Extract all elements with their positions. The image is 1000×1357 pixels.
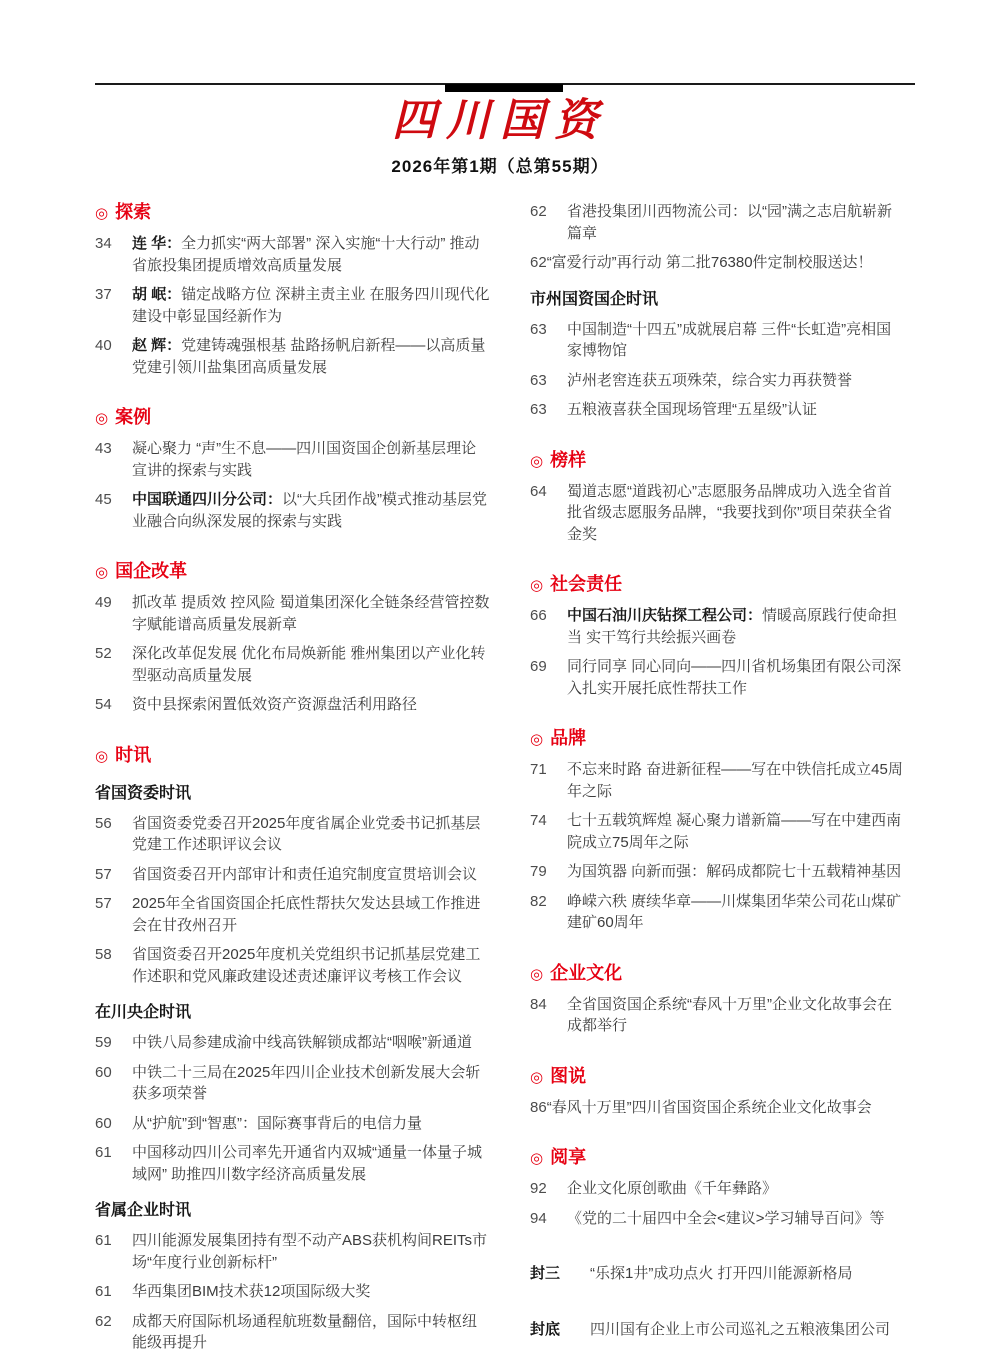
entry-title: 为国筑器 向新而强：解码成都院七十五载精神基因 bbox=[567, 863, 902, 880]
toc-entry bbox=[95, 1142, 490, 1185]
toc-entry bbox=[95, 1113, 490, 1135]
entry-title: 赵 辉：党建铸魂强根基 盐路扬帆启新程——以高质量党建引领川盐集团高质量发展 bbox=[132, 337, 486, 376]
page-number: 82 bbox=[530, 892, 547, 910]
toc-entry bbox=[530, 1097, 905, 1119]
entry-title: 抓改革 提质效 控风险 蜀道集团深化全链条经营管控数字赋能谱高质量发展新章 bbox=[132, 594, 490, 633]
toc-entry bbox=[530, 252, 905, 274]
toc-content bbox=[95, 201, 905, 1354]
toc-entry bbox=[95, 1311, 490, 1354]
cover-label: 封三 bbox=[530, 1265, 561, 1282]
section-heading bbox=[95, 406, 490, 430]
page-number: 61 bbox=[95, 1283, 112, 1300]
section-heading bbox=[530, 573, 905, 597]
toc-entry bbox=[530, 370, 905, 392]
page-number: 63 bbox=[530, 320, 547, 338]
toc-entry bbox=[95, 944, 490, 987]
subsection-heading: 省国资委时讯 bbox=[95, 784, 192, 802]
toc-entry bbox=[530, 759, 905, 802]
page-number: 54 bbox=[95, 696, 112, 713]
entry-title: “富爱行动”再行动 第二批76380件定制校服送达！ bbox=[546, 254, 873, 271]
section-heading-label: 阅享 bbox=[550, 1147, 587, 1167]
entry-title: 七十五载筑辉煌 凝心聚力谱新篇——写在中建西南院成立75周年之际 bbox=[567, 812, 902, 851]
section-heading bbox=[95, 201, 490, 225]
subsection-heading: 在川央企时讯 bbox=[95, 1004, 192, 1021]
entry-title: 连 华：全力抓实“两大部署” 深入实施“十大行动” 推动省旅投集团提质增效高质量发展 bbox=[132, 235, 480, 274]
cover-entry bbox=[530, 1263, 905, 1285]
page-number: 43 bbox=[95, 440, 112, 457]
section-heading bbox=[95, 560, 490, 584]
entry-title: 四川国有企业上市公司巡礼之五粮液集团公司 bbox=[590, 1320, 891, 1338]
page-number: 84 bbox=[530, 995, 547, 1013]
entry-title: 四川能源发展集团持有型不动产ABS获机构间REITs市场“年度行业创新标杆” bbox=[132, 1232, 488, 1271]
section-heading bbox=[530, 727, 905, 751]
entry-title: 中铁二十三局在2025年四川企业技术创新发展大会斩获多项荣誉 bbox=[132, 1063, 481, 1102]
page-number: 52 bbox=[95, 645, 112, 662]
page-number: 45 bbox=[95, 491, 112, 508]
section-bullet-icon: ◎ bbox=[95, 747, 109, 765]
page-number: 62 bbox=[95, 1312, 112, 1330]
entry-title: 华西集团BIM技术获12项国际级大奖 bbox=[132, 1283, 371, 1300]
entry-title: 中铁八局参建成渝中线高铁解锁成都站“咽喉”新通道 bbox=[132, 1034, 472, 1051]
entry-title: 2025年全省国资国企托底性帮扶欠发达县域工作推进会在甘孜州召开 bbox=[132, 895, 481, 934]
toc-entry bbox=[95, 335, 490, 378]
entry-title: 深化改革促发展 优化布局焕新能 雅州集团以产业化转型驱动高质量发展 bbox=[132, 645, 486, 684]
section-bullet-icon: ◎ bbox=[530, 1068, 544, 1086]
page-number: 59 bbox=[95, 1034, 112, 1051]
header-rule-accent-bar bbox=[445, 84, 563, 92]
page-number: 37 bbox=[95, 286, 112, 303]
entry-title: 中国移动四川公司率先开通省内双城“通量一体量子城域网” 助推四川数字经济高质量发展 bbox=[132, 1144, 482, 1183]
entry-author: 连 华： bbox=[132, 235, 182, 252]
page-number: 60 bbox=[95, 1114, 112, 1132]
entry-title: 省国资委召开内部审计和责任追究制度宣贯培训会议 bbox=[132, 865, 478, 883]
page-number: 62 bbox=[530, 254, 547, 271]
page-number: 63 bbox=[530, 401, 547, 418]
entry-title: 全省国资国企系统“春风十万里”企业文化故事会在成都举行 bbox=[567, 995, 892, 1034]
toc-entry bbox=[95, 643, 490, 686]
section-bullet-icon: ◎ bbox=[530, 731, 544, 748]
toc-entry bbox=[530, 656, 905, 699]
toc-entry bbox=[530, 605, 905, 648]
page-number: 74 bbox=[530, 812, 547, 829]
section-heading-label: 图说 bbox=[550, 1065, 587, 1086]
entry-title: 泸州老窖连获五项殊荣，综合实力再获赞誉 bbox=[567, 371, 853, 389]
cover-label: 封底 bbox=[530, 1320, 561, 1338]
entry-author: 赵 辉： bbox=[132, 337, 182, 354]
entry-title: 凝心聚力 “声”生不息——四川国资国企创新基层理论宣讲的探索与实践 bbox=[132, 440, 477, 479]
section-heading bbox=[95, 744, 490, 768]
subsection-heading: 省属企业时讯 bbox=[95, 1202, 192, 1219]
page-number: 61 bbox=[95, 1232, 112, 1249]
entry-title: 中国联通四川分公司：以“大兵团作战”模式推动基层党业融合向纵深发展的探索与实践 bbox=[132, 491, 488, 530]
magazine-title: 四川国资 bbox=[392, 95, 608, 146]
toc-entry bbox=[95, 1230, 490, 1273]
section-bullet-icon: ◎ bbox=[530, 452, 544, 470]
section-heading-label: 品牌 bbox=[550, 728, 587, 748]
toc-entry bbox=[530, 1208, 905, 1230]
entry-author: 中国石油川庆钻探工程公司： bbox=[567, 607, 763, 624]
section-heading bbox=[530, 1065, 905, 1089]
toc-entry bbox=[530, 481, 905, 546]
entry-title: 省港投集团川西物流公司：以“园”满之志启航崭新篇章 bbox=[567, 203, 892, 242]
page-number: 57 bbox=[95, 865, 112, 883]
section-heading-label: 时讯 bbox=[115, 744, 152, 765]
toc-entry bbox=[95, 813, 490, 856]
section-heading-label: 案例 bbox=[115, 407, 152, 427]
toc-column-right bbox=[530, 201, 905, 1354]
entry-title: 蜀道志愿“道践初心”志愿服务品牌成功入选全省首批省级志愿服务品牌，“我要找到你”项目荣获全省金奖 bbox=[567, 482, 892, 543]
entry-title: “乐探1井”成功点火 打开四川能源新格局 bbox=[590, 1265, 853, 1282]
toc-entry bbox=[95, 1032, 490, 1054]
toc-entry bbox=[530, 201, 905, 244]
entry-title: 省国资委党委召开2025年度省属企业党委书记抓基层党建工作述职评议会议 bbox=[132, 814, 481, 853]
page-number: 56 bbox=[95, 814, 112, 832]
toc-entry bbox=[530, 1178, 905, 1200]
page-number: 60 bbox=[95, 1063, 112, 1081]
entry-title: 中国石油川庆钻探工程公司：情暖高原践行使命担当 实干笃行共绘振兴画卷 bbox=[567, 607, 898, 646]
page-number: 61 bbox=[95, 1144, 112, 1161]
section-bullet-icon: ◎ bbox=[95, 410, 109, 427]
entry-title: 五粮液喜获全国现场管理“五星级”认证 bbox=[567, 401, 817, 418]
section-heading-label: 企业文化 bbox=[550, 962, 623, 983]
entry-title: 峥嵘六秩 赓续华章——川煤集团华荣公司花山煤矿建矿60周年 bbox=[567, 892, 902, 931]
toc-entry bbox=[95, 694, 490, 716]
entry-title: 《党的二十届四中全会<建议>学习辅导百问》等 bbox=[567, 1209, 885, 1227]
section-heading-label: 榜样 bbox=[550, 449, 587, 470]
page-number: 79 bbox=[530, 863, 547, 880]
section-heading bbox=[530, 449, 905, 473]
section-heading bbox=[530, 1146, 905, 1170]
section-heading-label: 社会责任 bbox=[550, 574, 623, 594]
toc-entry bbox=[95, 864, 490, 886]
section-bullet-icon: ◎ bbox=[530, 1150, 544, 1167]
entry-title: 企业文化原创歌曲《千年彝路》 bbox=[567, 1180, 778, 1197]
toc-entry bbox=[95, 284, 490, 327]
section-bullet-icon: ◎ bbox=[95, 564, 109, 581]
toc-entry bbox=[95, 438, 490, 481]
entry-title: “春风十万里”四川省国资国企系统企业文化故事会 bbox=[546, 1098, 872, 1116]
page-number: 94 bbox=[530, 1209, 547, 1227]
toc-entry bbox=[530, 399, 905, 421]
toc-entry bbox=[530, 319, 905, 362]
page-number: 86 bbox=[530, 1098, 547, 1116]
toc-entry bbox=[530, 994, 905, 1037]
page-number: 34 bbox=[95, 235, 112, 252]
entry-title: 省国资委召开2025年度机关党组织书记抓基层党建工作述职和党风廉政建设述责述廉评议考核工作会议 bbox=[132, 946, 481, 985]
page-number: 49 bbox=[95, 594, 112, 611]
entry-author: 中国联通四川分公司： bbox=[132, 491, 283, 508]
entry-author: 胡 岷： bbox=[132, 286, 182, 303]
entry-title: 同行同享 同心同向——四川省机场集团有限公司深入扎实开展托底性帮扶工作 bbox=[567, 658, 902, 697]
section-heading-label: 探索 bbox=[115, 202, 152, 222]
toc-entry bbox=[530, 810, 905, 853]
subsection-heading: 市州国资国企时讯 bbox=[530, 290, 659, 308]
page-number: 63 bbox=[530, 371, 547, 389]
entry-title: 从“护航”到“智惠”：国际赛事背后的电信力量 bbox=[132, 1114, 422, 1132]
section-bullet-icon: ◎ bbox=[530, 577, 544, 594]
toc-column-left bbox=[95, 201, 490, 1354]
issue-line: 2026年第1期（总第55期） bbox=[391, 157, 609, 176]
entry-title: 不忘来时路 奋进新征程——写在中铁信托成立45周年之际 bbox=[567, 761, 903, 800]
toc-entry bbox=[95, 1062, 490, 1105]
page-number: 58 bbox=[95, 946, 112, 963]
toc-entry bbox=[95, 1281, 490, 1303]
section-bullet-icon: ◎ bbox=[530, 965, 544, 983]
page-number: 57 bbox=[95, 895, 112, 912]
page-number: 69 bbox=[530, 658, 547, 675]
entry-title: 成都天府国际机场通程航班数量翻倍，国际中转枢纽能级再提升 bbox=[132, 1312, 478, 1351]
page-number: 66 bbox=[530, 607, 547, 624]
entry-title: 胡 岷：锚定战略方位 深耕主责主业 在服务四川现代化建设中彰显国经新作为 bbox=[132, 286, 490, 325]
section-bullet-icon: ◎ bbox=[95, 205, 109, 222]
entry-title: 中国制造“十四五”成就展启幕 三件“长虹造”亮相国家博物馆 bbox=[567, 320, 892, 359]
page-number: 40 bbox=[95, 337, 112, 354]
page-number: 62 bbox=[530, 203, 547, 220]
cover-entry bbox=[530, 1319, 905, 1341]
toc-entry bbox=[530, 861, 905, 883]
toc-entry bbox=[530, 891, 905, 934]
page-number: 64 bbox=[530, 482, 547, 500]
toc-entry bbox=[95, 233, 490, 276]
toc-entry bbox=[95, 592, 490, 635]
section-heading bbox=[530, 962, 905, 986]
entry-title: 资中县探索闲置低效资产资源盘活利用路径 bbox=[132, 696, 418, 713]
toc-entry bbox=[95, 489, 490, 532]
page-number: 71 bbox=[530, 761, 547, 778]
section-heading-label: 国企改革 bbox=[115, 561, 188, 581]
toc-entry bbox=[95, 893, 490, 936]
page-number: 92 bbox=[530, 1180, 547, 1197]
